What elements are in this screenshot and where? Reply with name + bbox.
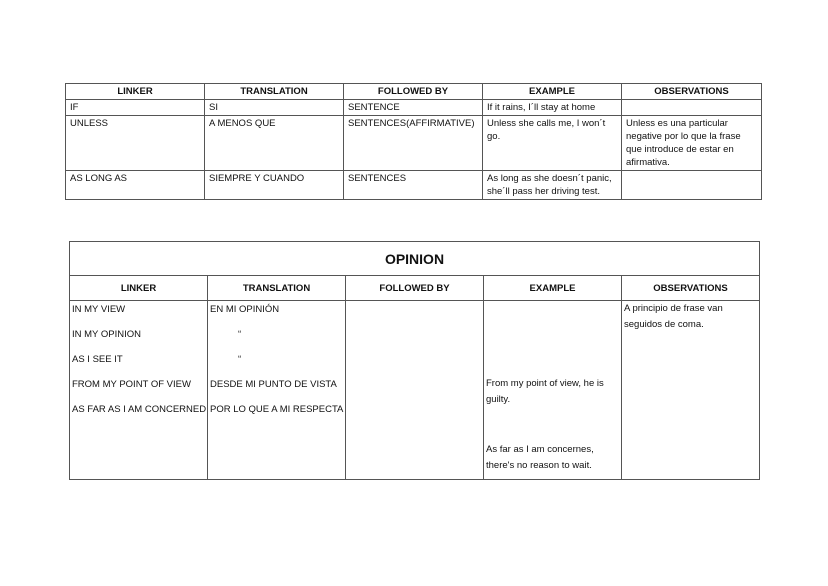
linkers-table bbox=[65, 83, 762, 200]
header-observations: OBSERVATIONS bbox=[622, 276, 760, 301]
cell-observations bbox=[622, 100, 762, 116]
linker-item: FROM MY POINT OF VIEW bbox=[72, 379, 191, 390]
cell-example: Unless she calls me, I won´t go. bbox=[483, 116, 622, 171]
cell-linkers bbox=[70, 301, 208, 480]
header-followed-by: FOLLOWED BY bbox=[346, 276, 484, 301]
translation-item: DESDE MI PUNTO DE VISTA bbox=[210, 379, 337, 390]
cell-linker: AS LONG AS bbox=[66, 171, 205, 200]
cell-followed-by: SENTENCES bbox=[344, 171, 483, 200]
table-row bbox=[66, 171, 762, 200]
table-row bbox=[66, 116, 762, 171]
cell-observations bbox=[622, 301, 760, 480]
cell-translation: SI bbox=[205, 100, 344, 116]
example-item: As far as I am concernes, there's no reason to wait. bbox=[486, 444, 594, 471]
cell-linker: IF bbox=[66, 100, 205, 116]
cell-examples bbox=[484, 301, 622, 480]
header-translation: TRANSLATION bbox=[205, 84, 344, 100]
cell-followed-by: SENTENCE bbox=[344, 100, 483, 116]
opinion-table bbox=[69, 241, 760, 480]
cell-followed-by bbox=[346, 301, 484, 480]
table-header-row bbox=[70, 276, 760, 301]
table-row bbox=[66, 100, 762, 116]
linker-item: AS FAR AS I AM CONCERNED bbox=[72, 404, 207, 415]
header-example: EXAMPLE bbox=[484, 276, 622, 301]
cell-translations bbox=[208, 301, 346, 480]
observation-text: A principio de frase van seguidos de coma. bbox=[624, 303, 723, 330]
header-followed-by: FOLLOWED BY bbox=[344, 84, 483, 100]
header-linker: LINKER bbox=[66, 84, 205, 100]
cell-followed-by: SENTENCES(AFFIRMATIVE) bbox=[344, 116, 483, 171]
header-example: EXAMPLE bbox=[483, 84, 622, 100]
cell-translation: A MENOS QUE bbox=[205, 116, 344, 171]
translation-ditto: “ bbox=[238, 329, 242, 340]
translation-item: EN MI OPINIÓN bbox=[210, 304, 280, 315]
opinion-title-row bbox=[70, 242, 760, 276]
linker-item: AS I SEE IT bbox=[72, 354, 123, 365]
table-header-row bbox=[66, 84, 762, 100]
cell-example: If it rains, I´ll stay at home bbox=[483, 100, 622, 116]
cell-linker: UNLESS bbox=[66, 116, 205, 171]
cell-observations bbox=[622, 171, 762, 200]
cell-observations: Unless es una particular negative por lo que la frase que introduce de estar en afirmativa. bbox=[622, 116, 762, 171]
header-translation: TRANSLATION bbox=[208, 276, 346, 301]
linker-item: IN MY OPINION bbox=[72, 329, 141, 340]
linker-item: IN MY VIEW bbox=[72, 304, 126, 315]
header-observations: OBSERVATIONS bbox=[622, 84, 762, 100]
example-item: From my point of view, he is guilty. bbox=[486, 378, 604, 405]
translation-item: POR LO QUE A MI RESPECTA bbox=[210, 404, 344, 415]
table-row bbox=[70, 301, 760, 480]
cell-translation: SIEMPRE Y CUANDO bbox=[205, 171, 344, 200]
header-linker: LINKER bbox=[70, 276, 208, 301]
cell-example: As long as she doesn´t panic, she´ll pass her driving test. bbox=[483, 171, 622, 200]
translation-ditto: “ bbox=[238, 354, 242, 365]
page-title: OPINION bbox=[70, 242, 760, 276]
